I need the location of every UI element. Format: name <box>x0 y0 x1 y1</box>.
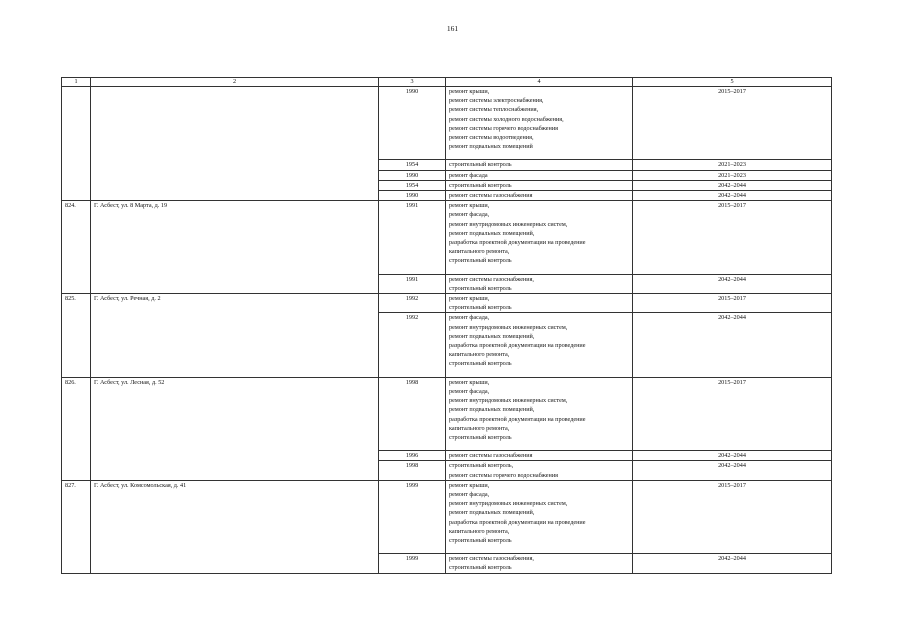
work-item: ремонт подвальных помещений, <box>449 332 535 340</box>
works-cell <box>446 87 633 160</box>
year-cell: 1996 <box>379 451 446 461</box>
period-cell: 2042–2044 <box>633 313 832 377</box>
works-cell <box>446 201 633 274</box>
year-cell: 1990 <box>379 191 446 201</box>
work-item: ремонт крыши, <box>449 481 490 489</box>
table-row <box>62 377 832 450</box>
works-cell <box>446 480 633 553</box>
object-number <box>62 87 91 201</box>
work-item: разработка проектной документации на проведение <box>449 518 586 526</box>
work-item: разработка проектной документации на проведение <box>449 415 586 423</box>
work-item: ремонт системы горячего водоснабжения <box>449 471 558 479</box>
work-item: ремонт фасада, <box>449 387 490 395</box>
period-cell: 2015–2017 <box>633 201 832 274</box>
period-cell: 2042–2044 <box>633 191 832 201</box>
year-cell: 1990 <box>379 170 446 180</box>
object-address: Г. Асбест, ул. Комсомольская, д. 41 <box>91 480 379 573</box>
works-cell <box>446 461 633 480</box>
column-header-5: 5 <box>633 78 832 87</box>
period-cell: 2042–2044 <box>633 274 832 293</box>
column-header-1: 1 <box>62 78 91 87</box>
work-item: ремонт системы горячего водоснабжения <box>449 124 558 132</box>
work-item: ремонт фасада, <box>449 211 490 219</box>
object-address: Г. Асбест, ул. Речная, д. 2 <box>91 294 379 378</box>
work-item: ремонт системы электроснабжения, <box>449 97 544 105</box>
work-item: строительный контроль <box>449 181 512 189</box>
table-row <box>62 87 832 160</box>
work-item: ремонт внутридомовых инженерных систем, <box>449 500 568 508</box>
work-item: ремонт системы газоснабжения, <box>449 275 534 283</box>
work-item: строительный контроль <box>449 304 512 312</box>
page-number: 161 <box>446 24 459 33</box>
year-cell: 1954 <box>379 160 446 170</box>
work-item: ремонт подвальных помещений, <box>449 229 535 237</box>
works-cell <box>446 313 633 377</box>
period-cell: 2042–2044 <box>633 451 832 461</box>
works-cell <box>446 170 633 180</box>
work-item: ремонт фасада, <box>449 490 490 498</box>
year-cell: 1990 <box>379 87 446 160</box>
work-item: ремонт системы водоотведения, <box>449 134 534 142</box>
works-cell <box>446 554 633 573</box>
column-number-row <box>62 78 832 87</box>
work-item: ремонт системы холодного водоснабжения, <box>449 115 564 123</box>
work-item: строительный контроль <box>449 433 512 441</box>
period-cell: 2015–2017 <box>633 377 832 450</box>
work-item: ремонт внутридомовых инженерных систем, <box>449 397 568 405</box>
object-address: Г. Асбест, ул. Лесная, д. 52 <box>91 377 379 480</box>
works-cell <box>446 377 633 450</box>
work-item: ремонт фасада <box>449 171 488 179</box>
works-cell <box>446 451 633 461</box>
object-address: Г. Асбест, ул. 8 Марта, д. 19 <box>91 201 379 294</box>
table-body <box>62 87 832 574</box>
work-item: ремонт подвальных помещений, <box>449 509 535 517</box>
table-row <box>62 480 832 553</box>
year-cell: 1998 <box>379 461 446 480</box>
work-item: капитального ремонта, <box>449 424 510 432</box>
work-item: строительный контроль <box>449 536 512 544</box>
object-number: 827. <box>62 480 91 573</box>
period-cell: 2015–2017 <box>633 480 832 553</box>
work-item: ремонт системы газоснабжения, <box>449 555 534 563</box>
period-cell: 2015–2017 <box>633 87 832 160</box>
column-header-2: 2 <box>91 78 379 87</box>
work-item: ремонт внутридомовых инженерных систем, <box>449 220 568 228</box>
period-cell: 2042–2044 <box>633 461 832 480</box>
table-row <box>62 294 832 313</box>
work-item: строительный контроль <box>449 564 512 572</box>
work-item: разработка проектной документации на проведение <box>449 342 586 350</box>
work-item: ремонт фасада, <box>449 314 490 322</box>
object-number: 824. <box>62 201 91 294</box>
year-cell: 1954 <box>379 180 446 190</box>
work-item: ремонт крыши, <box>449 295 490 303</box>
year-cell: 1992 <box>379 294 446 313</box>
year-cell: 1992 <box>379 313 446 377</box>
work-item: ремонт системы газоснабжения <box>449 192 533 200</box>
work-item: капитального ремонта, <box>449 248 510 256</box>
works-cell <box>446 191 633 201</box>
column-header-4: 4 <box>446 78 633 87</box>
table-row <box>62 201 832 274</box>
year-cell: 1991 <box>379 201 446 274</box>
work-item: ремонт системы теплоснабжения, <box>449 106 539 114</box>
work-item: ремонт крыши, <box>449 88 490 95</box>
work-item: строительный контроль <box>449 257 512 265</box>
works-cell <box>446 294 633 313</box>
period-cell: 2042–2044 <box>633 180 832 190</box>
object-number: 826. <box>62 377 91 480</box>
period-cell: 2021–2023 <box>633 170 832 180</box>
year-cell: 1998 <box>379 377 446 450</box>
work-item: ремонт крыши, <box>449 378 490 386</box>
works-cell <box>446 180 633 190</box>
work-item: ремонт подвальных помещений <box>449 143 533 151</box>
work-item: строительный контроль, <box>449 462 514 470</box>
works-cell <box>446 160 633 170</box>
works-cell <box>446 274 633 293</box>
work-item: капитального ремонта, <box>449 351 510 359</box>
work-item: ремонт системы газоснабжения <box>449 452 533 460</box>
work-item: ремонт подвальных помещений, <box>449 406 535 414</box>
work-item: строительный контроль <box>449 161 512 169</box>
work-item: капитального ремонта, <box>449 527 510 535</box>
work-item: строительный контроль <box>449 284 512 292</box>
object-number: 825. <box>62 294 91 378</box>
work-item: строительный контроль <box>449 360 512 368</box>
period-cell: 2042–2044 <box>633 554 832 573</box>
period-cell: 2021–2023 <box>633 160 832 170</box>
work-item: ремонт крыши, <box>449 202 490 210</box>
period-cell: 2015–2017 <box>633 294 832 313</box>
work-item: ремонт внутридомовых инженерных систем, <box>449 323 568 331</box>
object-address <box>91 87 379 201</box>
column-header-3: 3 <box>379 78 446 87</box>
work-item: разработка проектной документации на проведение <box>449 239 586 247</box>
year-cell: 1999 <box>379 554 446 573</box>
repair-schedule-table <box>61 77 832 574</box>
year-cell: 1991 <box>379 274 446 293</box>
year-cell: 1999 <box>379 480 446 553</box>
